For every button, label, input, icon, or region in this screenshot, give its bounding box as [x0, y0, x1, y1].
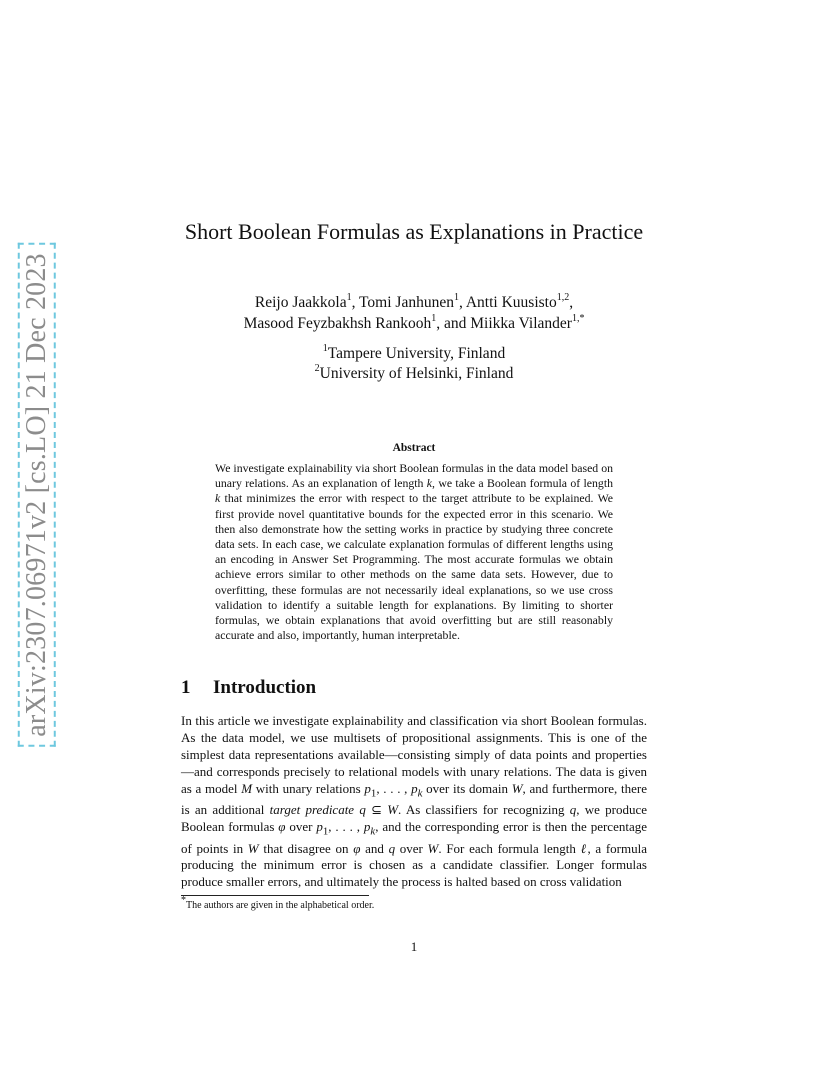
text-fragment: , . . . , [376, 780, 412, 796]
text-fragment: over its domain [422, 780, 512, 796]
author-name: Masood Feyzbakhsh Rankooh [243, 315, 432, 332]
math-symbol: p [316, 819, 323, 835]
affiliation-marker: 1,* [571, 312, 585, 324]
math-symbol: W [427, 840, 439, 856]
text-fragment: , and the corresponding error is then the percentage of points in [181, 819, 647, 856]
math-symbol: p [364, 780, 371, 796]
affiliation-marker: 1,2 [556, 291, 570, 303]
math-symbol: M [241, 780, 253, 796]
text-fragment: , . . . , [328, 819, 364, 835]
page-number: 1 [410, 939, 418, 954]
affiliation-marker: 2 [314, 362, 320, 374]
math-symbol: p [363, 819, 371, 835]
affiliation-list [180, 344, 648, 384]
math-symbol: φ [278, 819, 286, 835]
math-symbol: p [411, 780, 418, 796]
abstract-fragment: that minimizes the error with respect to the target attribute to be explained. We first provide novel quantitative bounds for the expected error in this scenario. We then also demonstrate how the setting works in practice by studying three concrete data sets. In each case, we calculate explanation formulas of different lengths using an encoding in Answer Set Programming. The most accurate formulas we obtain achieve errors similar to other methods on the same data sets. However, due to overfitting, these formulas are not necessarily ideal explanations, so we use cross validation to identify a suitable length for explanations. By limiting to shorter formulas, we obtain explanations that avoid overfitting but are still reasonably accurate and also, importantly, human interpretable. [215, 491, 613, 643]
text-fragment: , and furthermore, there is an additional [181, 780, 647, 818]
arxiv-side-stamp [22, 255, 52, 735]
math-symbol: φ [353, 840, 361, 856]
math-symbol: k [426, 476, 433, 491]
text-fragment: ⊆ [365, 802, 388, 818]
affiliation-name: Tampere University, Finland [327, 345, 506, 362]
section-title: Introduction [213, 677, 317, 698]
section-heading [181, 677, 316, 699]
text-fragment: over [285, 819, 317, 835]
math-symbol: W [247, 840, 259, 856]
footnote-marker: * [181, 894, 186, 906]
math-subscript: k [417, 787, 423, 800]
footnote-divider [181, 895, 369, 896]
math-symbol: q [388, 840, 396, 856]
affiliation-marker: 1 [322, 342, 328, 354]
affiliation-marker: 1 [453, 291, 459, 303]
math-symbol: k [215, 491, 221, 506]
math-symbol: W [511, 780, 523, 796]
affiliation-marker: 1 [346, 291, 352, 303]
author-name: , Tomi Janhunen [351, 294, 454, 311]
affiliation-marker: 1 [431, 312, 437, 324]
section-number: 1 [181, 677, 191, 698]
text-fragment: and [360, 840, 389, 856]
author-name: , Antti Kuusisto [458, 294, 557, 311]
abstract-text [215, 461, 613, 643]
footnote [181, 894, 375, 911]
author-separator: , [569, 294, 574, 311]
abstract-fragment: We investigate explainability via short Boolean formulas in the data model based on unary relations. As an explanation of length [215, 461, 613, 491]
math-subscript: 1 [322, 825, 329, 838]
math-subscript: 1 [370, 787, 377, 800]
text-fragment: that disagree on [258, 840, 354, 856]
abstract-heading: Abstract [392, 442, 436, 454]
math-subscript: k [370, 825, 376, 838]
affiliation [180, 344, 648, 364]
text-fragment: . As classifiers for recognizing [398, 802, 570, 818]
affiliation [180, 364, 648, 384]
introduction-paragraph [181, 713, 647, 891]
arxiv-identifier: arXiv:2307.06971v2 [cs.LO] 21 Dec 2023 [18, 243, 56, 747]
math-symbol: ℓ [580, 840, 588, 856]
author-name: , and Miikka Vilander [436, 315, 572, 332]
abstract-fragment: , we take a Boolean formula of length [432, 476, 613, 491]
text-fragment: , we produce Boolean formulas [181, 802, 647, 835]
paper-title: Short Boolean Formulas as Explanations in Practice [184, 219, 644, 244]
footnote-text: The authors are given in the alphabetical order. [186, 900, 375, 911]
author-name: Reijo Jaakkola [254, 294, 347, 311]
text-fragment: with unary relations [252, 780, 365, 796]
affiliation-name: University of Helsinki, Finland [319, 365, 514, 382]
author-list [180, 292, 648, 334]
text-fragment: over [395, 840, 428, 856]
text-fragment: . For each formula length [438, 840, 581, 856]
text-fragment: , a formula producing the minimum error is chosen as a candidate classifier. Longer formulas produce smaller errors, and ultimately the process is halted based on cross validation [181, 840, 647, 890]
math-symbol: W [387, 802, 399, 818]
math-symbol: q [359, 802, 366, 818]
text-fragment: In this article we investigate explainability and classification via short Boolean formulas. As the data model, we use multisets of propositional assignments. This is one of the simplest data representations available—consisting simply of data points and properties—and corresponds precisely to relational models with unary relations. The data is given as a model [181, 713, 647, 796]
emphasized-term: target predicate [269, 802, 355, 818]
math-symbol: q [569, 802, 577, 818]
